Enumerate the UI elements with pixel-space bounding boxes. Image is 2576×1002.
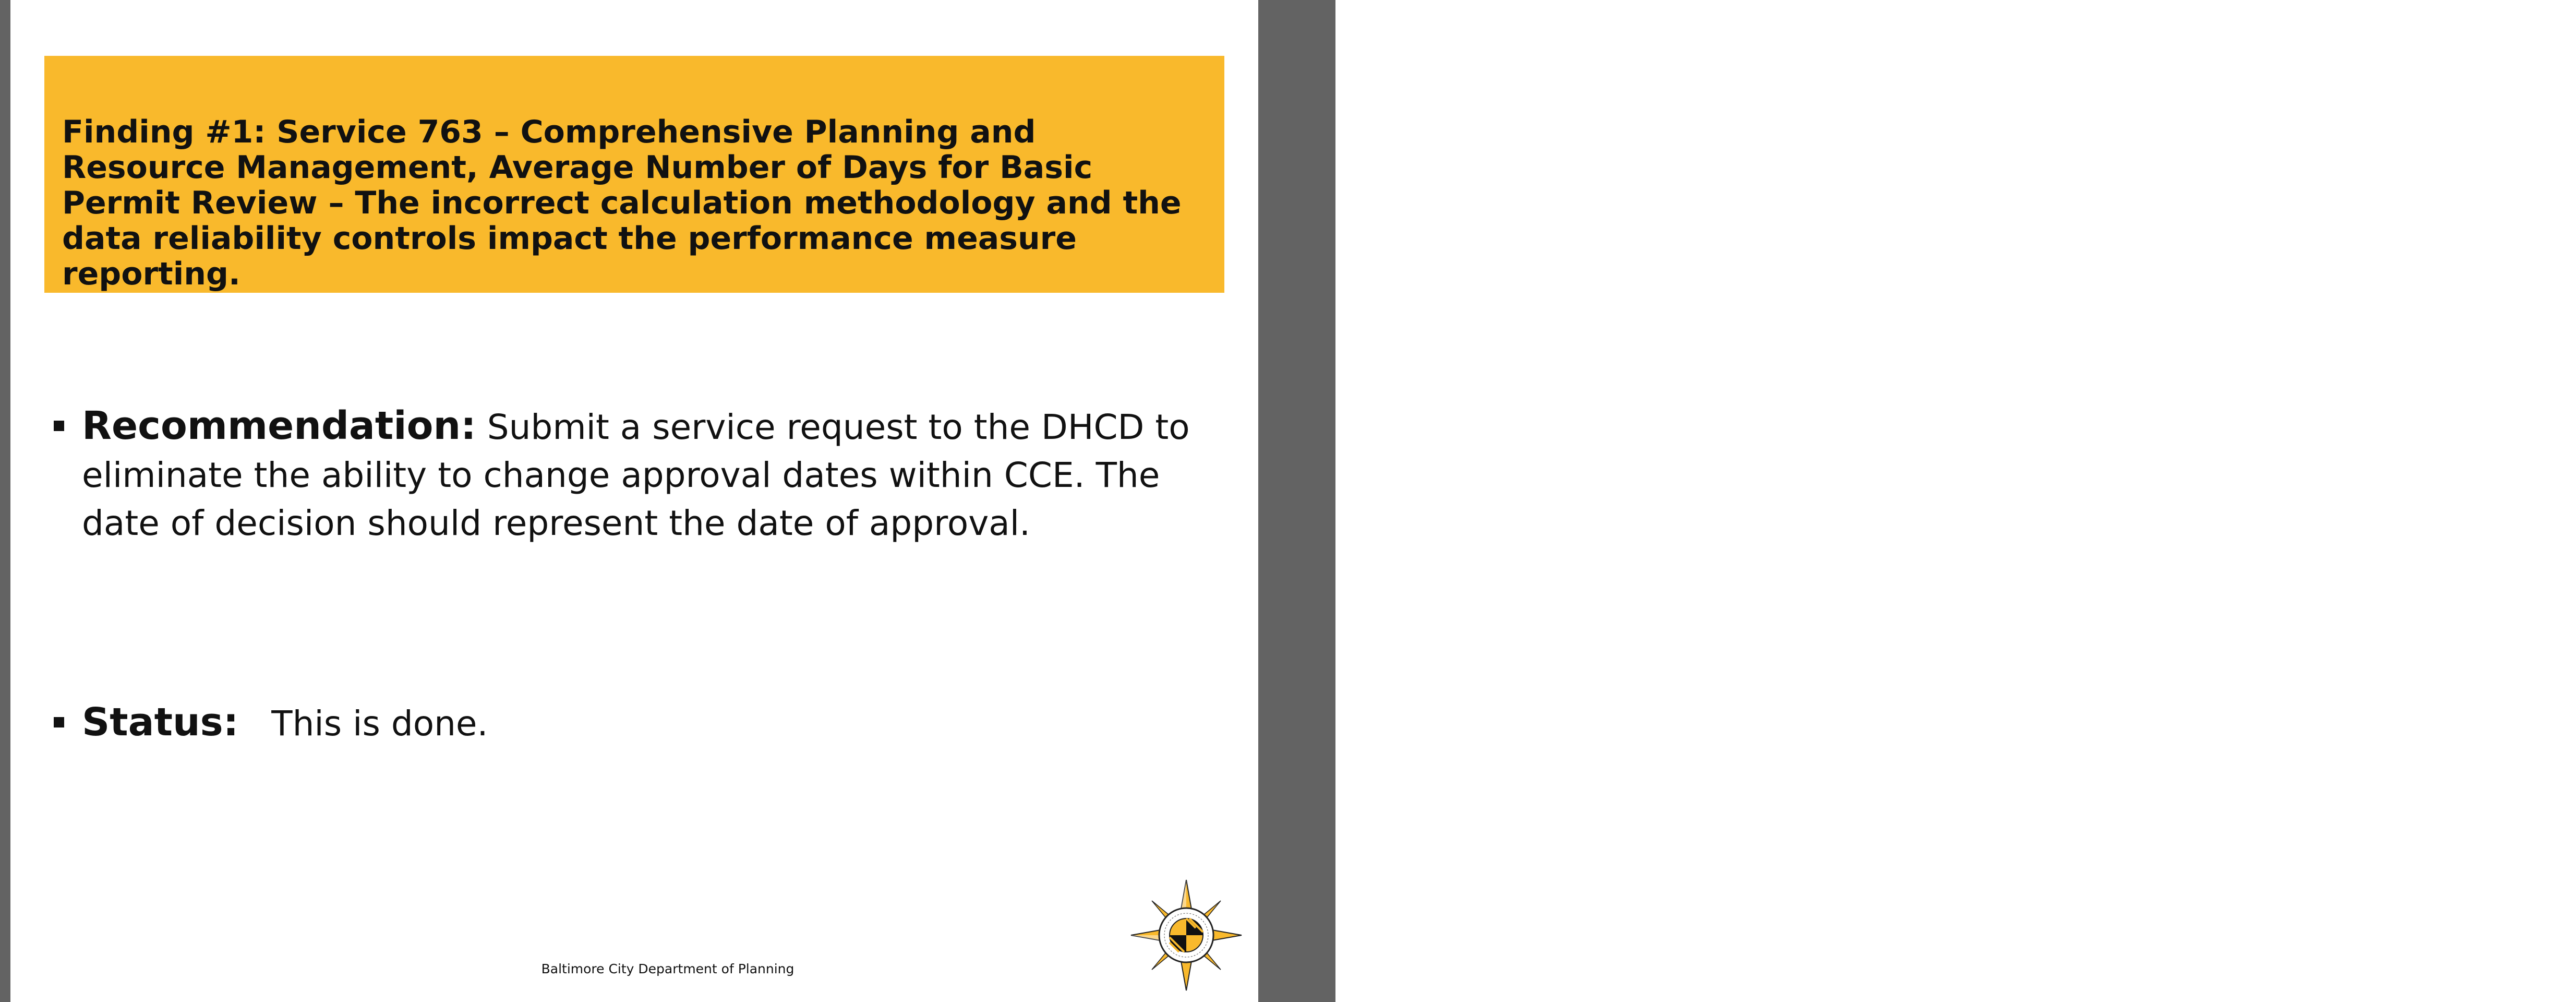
finding-title: Finding #1: Service 763 – Comprehensive Planning and Resource Management, Average Number of Days for Basic Permit Review – The incorrect calculation methodology and the data reliability controls impact the performance measure reporting.	[62, 114, 1182, 292]
footer-text: Baltimore City Department of Planning	[541, 961, 795, 976]
bullet-list	[50, 402, 1218, 748]
right-sidebar	[1258, 0, 2576, 1002]
status-text	[249, 703, 488, 744]
city-of-baltimore-department-of-planning-seal-icon	[1131, 880, 1242, 991]
square-bullet-icon	[54, 421, 64, 431]
status-value: This is done.	[271, 703, 488, 744]
status-label: Status:	[82, 700, 239, 745]
left-edge-bar	[0, 0, 10, 1002]
recommendation-text: Submit a service request to the DHCD to eliminate the ability to change approval dates within CCE. The date of decision should represent the date of approval.	[82, 407, 1190, 543]
square-bullet-icon	[54, 717, 64, 727]
recommendation-label: Recommendation:	[82, 403, 476, 448]
finding-banner	[44, 56, 1224, 293]
sidebar-title: Department of Planning – audit status update	[2546, 65, 2576, 624]
recommendation-item	[50, 402, 1218, 547]
status-item	[50, 698, 1218, 748]
page-number: 8	[2549, 959, 2561, 980]
